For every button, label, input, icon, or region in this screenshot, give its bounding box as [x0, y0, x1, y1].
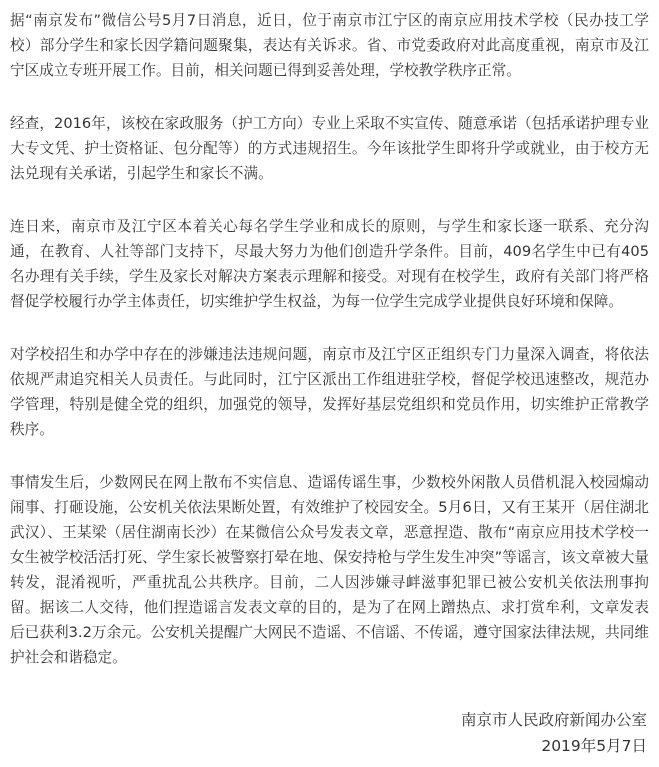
paragraph-rumors: 事情发生后，少数网民在网上散布不实信息、造谣传谣生事，少数校外闲散人员借机混入校园煽动闹事、打砸设施，公安机关依法果断处置，有效维护了校园安全。5月6日，又有王某开（居住湖北武汉）、王某梁（居住湖南长沙）在某微信公众号发表文章，恶意捏造、散布“南京应用技术学校一女生被学校活活打死、学生家长被警察打晕在地、保安持枪与学生发生冲突”等谣言，该文章被大量转发，混淆视听，严重扰乱公共秩序。目前，二人因涉嫌寻衅滋事犯罪已被公安机关依法刑事拘留。据该二人交待，他们捏造谣言发表文章的目的，是为了在网上蹭热点、求打赏牟利，文章发表后已获利3.2万余元。公安机关提醒广大网民不造谣、不信谣、不传谣，遵守国家法律法规，共同维护社会和谐稳定。: [10, 474, 649, 666]
paragraph-accountability: 对学校招生和办学中存在的涉嫌违法违规问题，南京市及江宁区正组织专门力量深入调查，将依法依规严肃追究相关人员责任。与此同时，江宁区派出工作组进驻学校，督促学校迅速整改，规范办学管理，特别是健全党的组织，加强党的领导，发挥好基层党组织和党员作用，切实维护正常教学秩序。: [10, 346, 649, 438]
signature-block: [461, 707, 647, 759]
paragraph-response: 连日来，南京市及江宁区本着关心每名学生学业和成长的原则，与学生和家长逐一联系、充分沟通，在教育、人社等部门支持下，尽最大努力为他们创造升学条件。目前，409名学生中已有405名办理有关手续，学生及家长对解决方案表示理解和接受。对现有在校学生，政府有关部门将严格督促学校履行办学主体责任，切实维护学生权益，为每一位学生完成学业提供良好环境和保障。: [10, 218, 649, 310]
issue-date: 2019年5月7日: [541, 737, 647, 755]
paragraph-investigation: 经查，2016年，该校在家政服务（护工方向）专业上采取不实宣传、随意承诺（包括承诺护理专业大专文凭、护士资格证、包分配等）的方式违规招生。今年该批学生即将升学或就业，由于校方无法兑现有关承诺，引起学生和家长不满。: [10, 115, 649, 182]
issuer-name: 南京市人民政府新闻办公室: [460, 711, 647, 729]
paragraph-intro: 据“南京发布”微信公号5月7日消息，近日，位于南京市江宁区的南京应用技术学校（民办技工学校）部分学生和家长因学籍问题聚集，表达有关诉求。省、市党委政府对此高度重视，南京市及江宁区成立专班开展工作。目前，相关问题已得到妥善处理，学校教学秩序正常。: [10, 12, 649, 79]
